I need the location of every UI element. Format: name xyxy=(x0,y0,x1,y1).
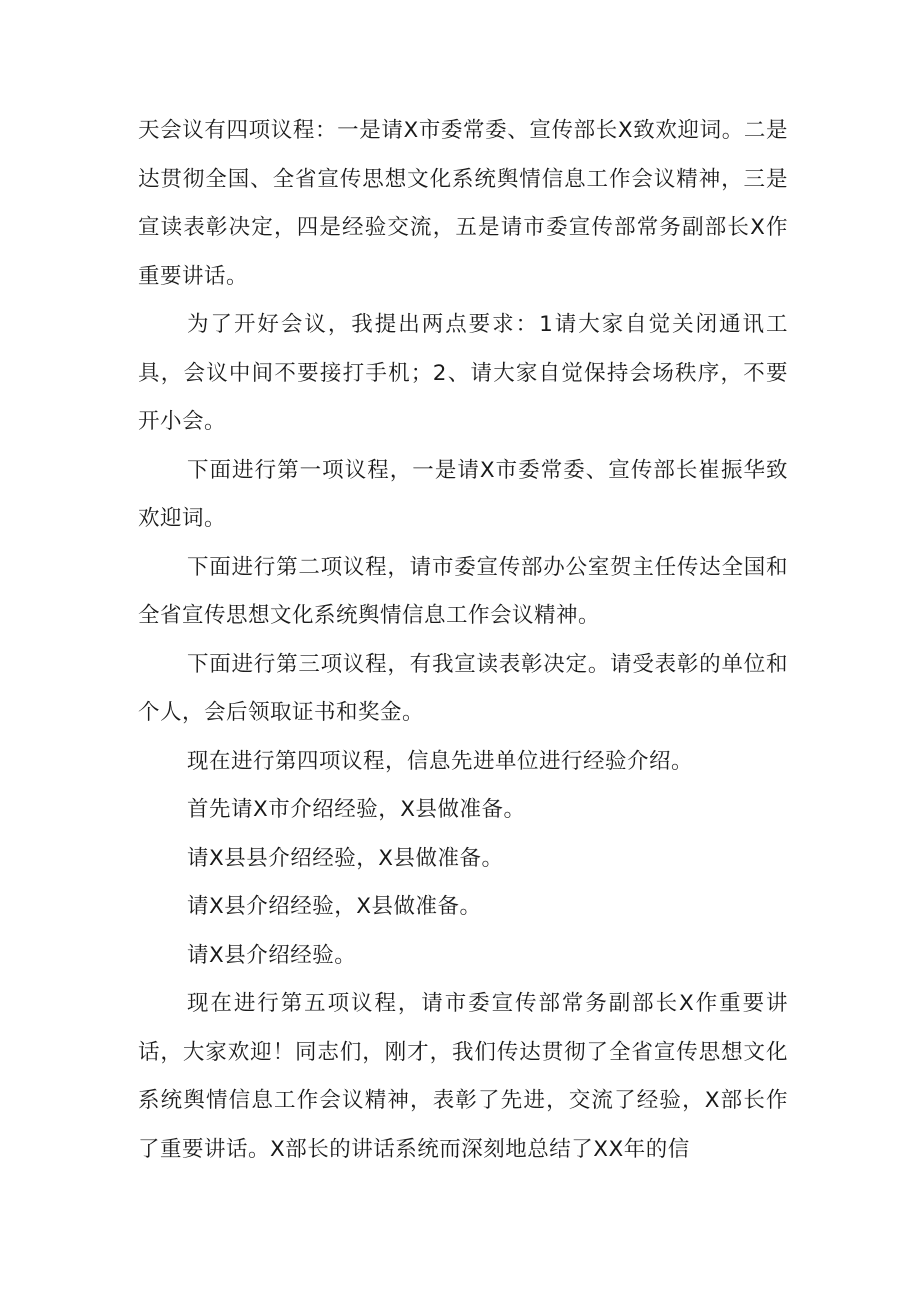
paragraph-speaker-1: 首先请X市介绍经验，X县做准备。 xyxy=(187,797,526,822)
paragraph-speaker-4: 请X县介绍经验。 xyxy=(187,942,357,968)
paragraph-agenda-overview: 天会议有四项议程：一是请X市委常委、宣传部长X致欢迎词。二是达贯彻全国、全省宣传思想文化系统舆情信息工作会议精神，三是宣读表彰决定，四是经验交流，五是请市委宣传部常务副部长X作重要讲话。 xyxy=(138,118,788,289)
paragraph-agenda-item-2: 下面进行第二项议程，请市委宣传部办公室贺主任传达全国和全省宣传思想文化系统舆情信息工作会议精神。 xyxy=(138,554,788,628)
paragraph-meeting-requirements: 为了开好会议，我提出两点要求：1请大家自觉关闭通讯工具，会议中间不要接打手机；2、请大家自觉保持会场秩序，不要开小会。 xyxy=(138,312,788,434)
document-body xyxy=(138,107,788,1174)
paragraph-speaker-3: 请X县介绍经验，X县做准备。 xyxy=(187,894,482,919)
paragraph-agenda-item-1: 下面进行第一项议程，一是请X市委常委、宣传部长崔振华致欢迎词。 xyxy=(138,457,788,531)
paragraph-agenda-item-5: 现在进行第五项议程，请市委宣传部常务副部长X作重要讲话，大家欢迎！同志们，刚才，我们传达贯彻了全省宣传思想文化系统舆情信息工作会议精神，表彰了先进，交流了经验，X部长作了重要讲话。X部长的讲话系统而深刻地总结了XX年的信 xyxy=(138,991,788,1162)
paragraph-speaker-2: 请X县县介绍经验，X县做准备。 xyxy=(187,845,504,871)
paragraph-agenda-item-3: 下面进行第三项议程，有我宣读表彰决定。请受表彰的单位和个人，会后领取证书和奖金。 xyxy=(138,651,788,725)
paragraph-agenda-item-4: 现在进行第四项议程，信息先进单位进行经验介绍。 xyxy=(187,748,694,774)
